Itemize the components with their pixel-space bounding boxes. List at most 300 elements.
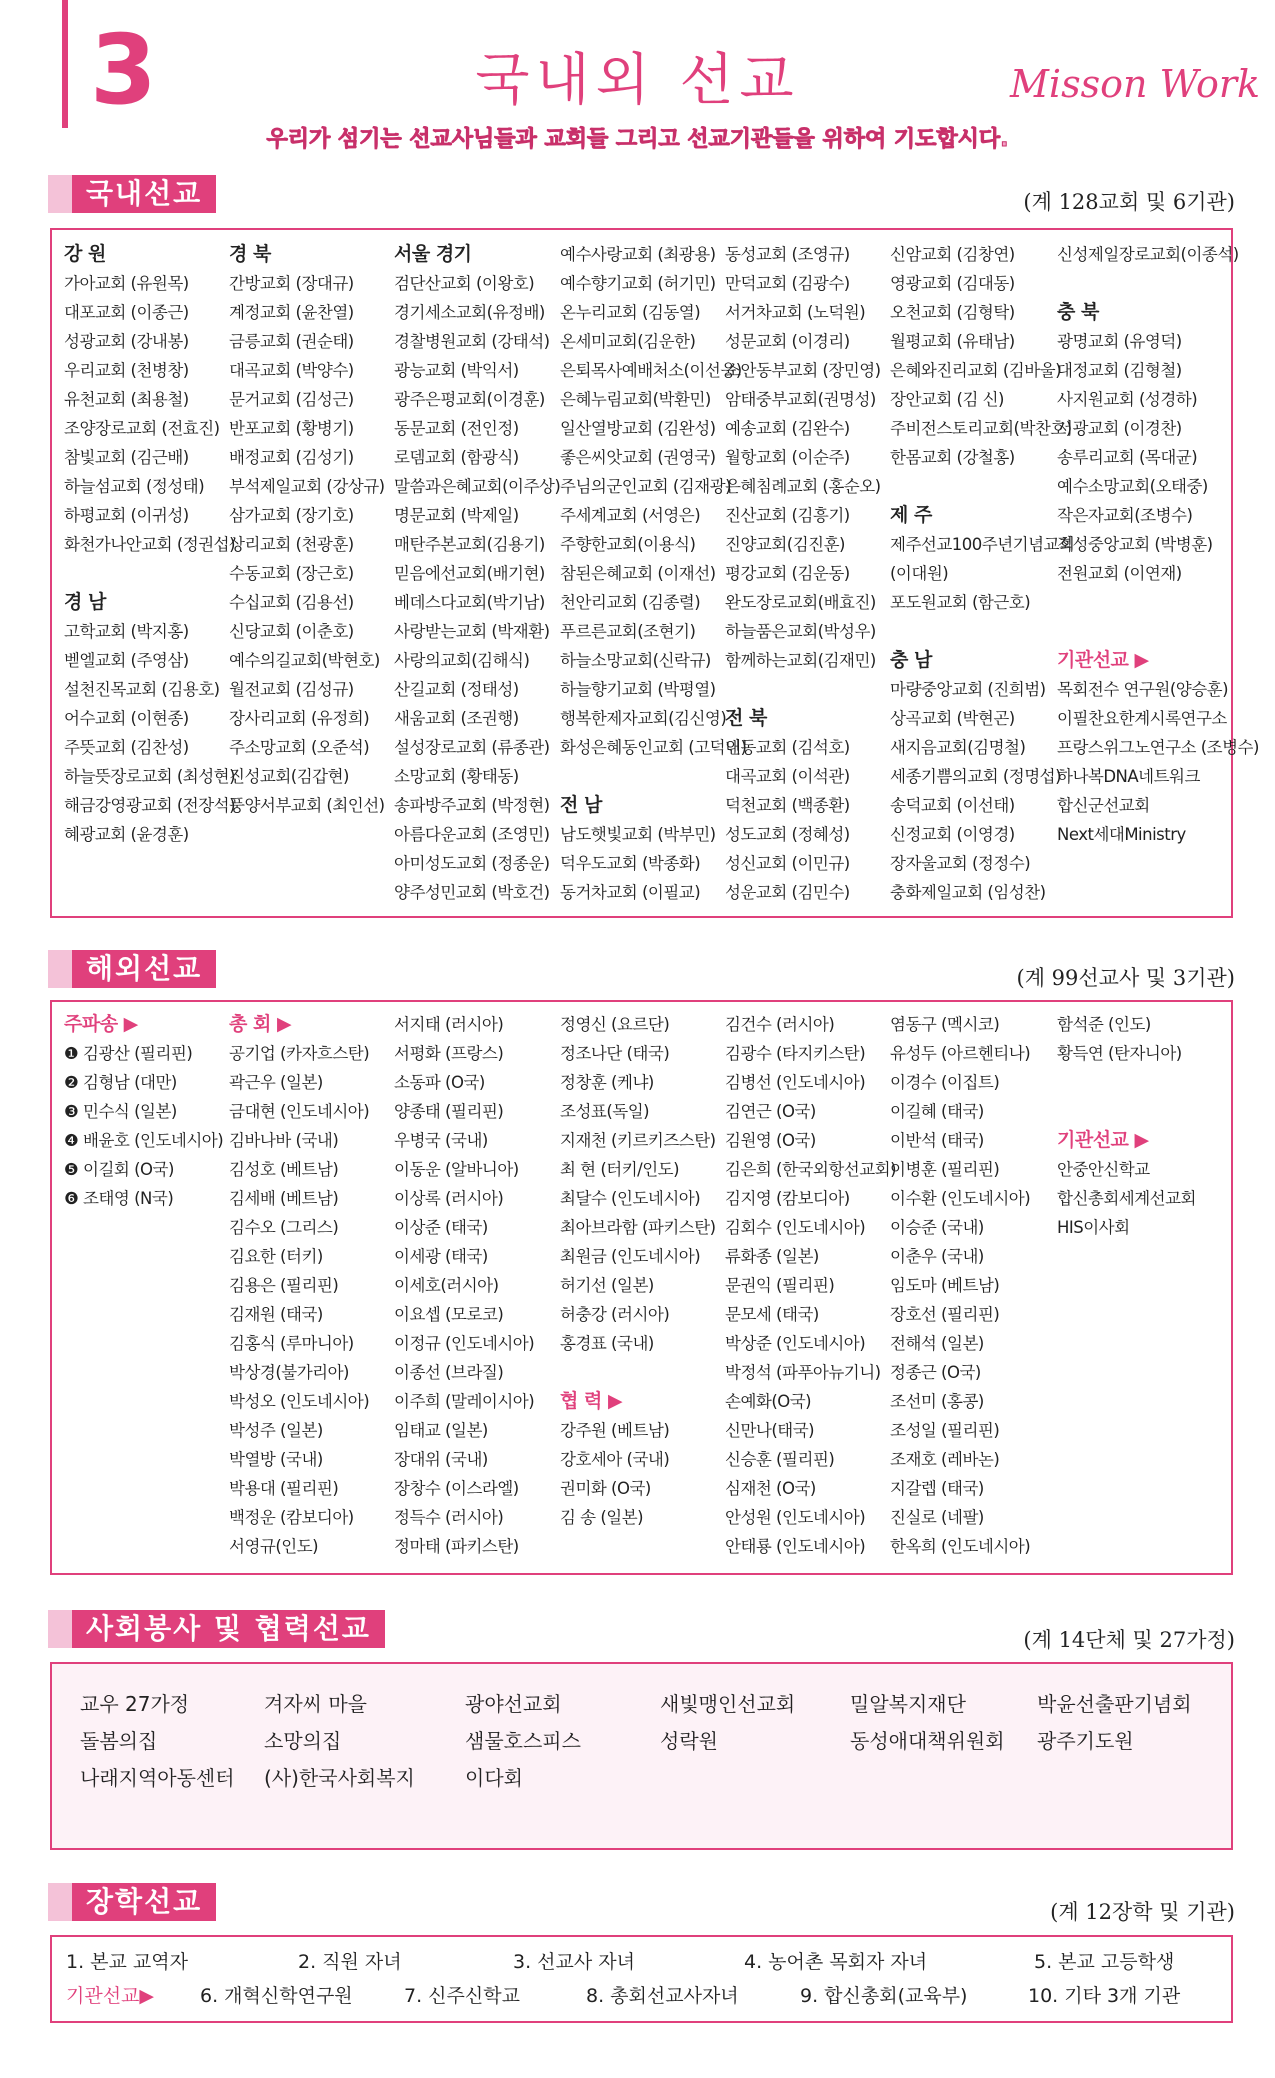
list-item: 신정교회 (이영경) [890,825,1015,844]
list-item: 동문교회 (전인정) [394,419,519,438]
list-item: 서영규(인도) [229,1537,319,1556]
list-item: 염동구 (멕시코) [890,1015,1000,1034]
spacer [890,617,1074,646]
list-item: 이종선 (브라질) [394,1363,504,1382]
scholarship-item: 1. 본교 교역자 [66,1951,188,1973]
list-item: 대포교회 (이종근) [64,303,189,322]
list-item: 지갈렙 (태국) [890,1479,984,1498]
overseas-column [1057,1010,1196,1242]
section-accent-bar [48,1883,72,1921]
list-item: 신당교회 (이춘호) [229,622,354,641]
list-item: 제주선교100주년기념교회 [890,535,1075,554]
list-item: Next세대Ministry [1057,825,1186,844]
category-heading: 주파송 ▶ [64,1013,138,1035]
list-item: ❷ 김형남 (대만) [64,1073,177,1092]
list-item: 성도교회 (정혜성) [725,825,850,844]
social-item: 이다회 [465,1766,523,1790]
list-item: 김요한 (터키) [229,1247,323,1266]
list-item: 광주은평교회(이경훈) [394,390,545,409]
scholarship-title: 장학선교 [72,1883,216,1921]
list-item: 김지영 (캄보디아) [725,1189,850,1208]
list-item: 광명교회 (유영덕) [1057,332,1182,351]
list-item: 홍경표 (국내) [560,1334,654,1353]
section-accent-bar [48,1610,72,1648]
list-item: 강주원 (베트남) [560,1421,670,1440]
list-item: 신승훈 (필리핀) [725,1450,835,1469]
list-item: 산길교회 (정태성) [394,680,519,699]
list-item: 온세미교회(김운한) [560,332,696,351]
list-item: 황득연 (탄자니아) [1057,1044,1182,1063]
list-item: 이동운 (알바니아) [394,1160,519,1179]
list-item: 예수향기교회 (허기민) [560,274,716,293]
list-item: 주세계교회 (서영은) [560,506,701,525]
list-item: 백정운 (캄보디아) [229,1508,354,1527]
list-item: 한몸교회 (강철홍) [890,448,1015,467]
list-item: 하늘향기교회 (박평열) [560,680,716,699]
list-item: 정조나단 (태국) [560,1044,670,1063]
list-item: 대곡교회 (이석관) [725,767,850,786]
spacer [1057,269,1259,298]
scholarship-item: 2. 직원 자녀 [298,1951,402,1973]
social-item: 겨자씨 마을 [264,1692,367,1716]
list-item: 금릉교회 (권순태) [229,332,354,351]
list-item: 우병국 (국내) [394,1131,488,1150]
spacer [64,559,235,588]
region-heading: 전 남 [560,794,602,816]
list-item: 경기세소교회(유정배) [394,303,545,322]
list-item: 목회전수 연구원(양승훈) [1057,680,1229,699]
list-item: 이필찬요한계시록연구소 [1057,709,1227,728]
list-item: 함석준 (인도) [1057,1015,1151,1034]
list-item: 이세호(러시아) [394,1276,499,1295]
list-item: 정마태 (파키스탄) [394,1537,519,1556]
spacer [1057,1097,1196,1126]
category-heading: 기관선교 ▶ [1057,1129,1149,1151]
list-item: 안성원 (인도네시아) [725,1508,866,1527]
list-item: 월전교회 (김성규) [229,680,354,699]
list-item: 남도햇빛교회 (박부민) [560,825,716,844]
list-item: 이반석 (태국) [890,1131,984,1150]
list-item: 하늘소망교회(신락규) [560,651,711,670]
list-item: 수십교회 (김용선) [229,593,354,612]
region-heading: 제 주 [890,504,932,526]
scholarship-item: 6. 개혁신학연구원 [200,1985,353,2007]
region-heading: 서울 경기 [394,243,472,265]
list-item: 하평교회 (이귀성) [64,506,189,525]
list-item: 이상록 (러시아) [394,1189,504,1208]
list-item: 행복한제자교회(김신영) [560,709,727,728]
list-item: 덕천교회 (백종환) [725,796,850,815]
list-item: 명문교회 (박제일) [394,506,519,525]
scholarship-item: 4. 농어촌 목회자 자녀 [744,1951,928,1973]
list-item: 소망교회 (황태동) [394,767,519,786]
list-item: 작은자교회(조병수) [1057,506,1193,525]
domestic-column [890,240,1074,907]
list-item: 장창수 (이스라엘) [394,1479,519,1498]
social-item: 동성애대책위원회 [850,1729,1005,1753]
list-item: 조선미 (홍콩) [890,1392,984,1411]
list-item: 충화제일교회 (임성찬) [890,883,1046,902]
list-item: 상리교회 (천광훈) [229,535,354,554]
list-item: 진산교회 (김흥기) [725,506,850,525]
list-item: 소동파 (O국) [394,1073,485,1092]
list-item: 성신교회 (이민규) [725,854,850,873]
list-item: 예송교회 (김완수) [725,419,850,438]
region-heading: 충 북 [1057,301,1099,323]
scholarship-item: 3. 선교사 자녀 [513,1951,635,1973]
list-item: 사랑받는교회 (박재환) [394,622,550,641]
list-item: 장자울교회 (정정수) [890,854,1031,873]
list-item: 정득수 (러시아) [394,1508,504,1527]
list-item: 은혜침례교회 (홍순오) [725,477,881,496]
list-item: 문권익 (필리핀) [725,1276,835,1295]
list-item: 유천교회 (최용철) [64,390,189,409]
list-item: (이대원) [890,564,949,583]
list-item: 합신군선교회 [1057,796,1150,815]
list-item: 심재천 (O국) [725,1479,816,1498]
spacer [1057,617,1259,646]
list-item: 합신총회세계선교회 [1057,1189,1196,1208]
list-item: 강호세아 (국내) [560,1450,670,1469]
overseas-list-box [50,1000,1233,1575]
spacer [890,472,1074,501]
list-item: 하나복DNA네트워크 [1057,767,1200,786]
list-item: 최달수 (인도네시아) [560,1189,701,1208]
list-item: 대정교회 (김형철) [1057,361,1182,380]
page-subtitle: 우리가 섬기는 선교사님들과 교회들 그리고 선교기관들을 위하여 기도합시다. [266,127,1009,152]
list-item: 신암교회 (김창연) [890,245,1015,264]
spacer [1057,1068,1196,1097]
list-item: 김재원 (태국) [229,1305,323,1324]
list-item: 이수환 (인도네시아) [890,1189,1031,1208]
list-item: 김광수 (타지키스탄) [725,1044,866,1063]
list-item: 해금강영광교회 (전장석) [64,796,236,815]
list-item: 이정규 (인도네시아) [394,1334,535,1353]
list-item: 서거차교회 (노덕원) [725,303,866,322]
section-accent-bar [48,950,72,988]
list-item: 김병선 (인도네시아) [725,1073,866,1092]
list-item: 이춘우 (국내) [890,1247,984,1266]
social-count: (계 14단체 및 27가정) [1023,1628,1235,1652]
list-item: 월평교회 (유태남) [890,332,1015,351]
list-item: 아름다운교회 (조영민) [394,825,550,844]
list-item: 예수사랑교회 (최광용) [560,245,716,264]
list-item: 계정교회 (윤찬열) [229,303,354,322]
list-item: 김용은 (필리핀) [229,1276,339,1295]
list-item: 김 송 (일본) [560,1508,644,1527]
list-item: 주향한교회(이용식) [560,535,696,554]
list-item: 수동교회 (장근호) [229,564,354,583]
list-item: 암태중부교회(권명성) [725,390,876,409]
list-item: 이세광 (태국) [394,1247,488,1266]
category-heading: 기관선교 ▶ [1057,649,1149,671]
list-item: 베데스다교회(박기남) [394,593,545,612]
list-item: 이길혜 (태국) [890,1102,984,1121]
overseas-column [725,1010,896,1561]
list-item: 서광교회 (이경찬) [1057,419,1182,438]
list-item: ❸ 민수식 (일본) [64,1102,177,1121]
list-item: 송파방주교회 (박정현) [394,796,550,815]
list-item: 공기업 (카자흐스탄) [229,1044,370,1063]
scholarship-item: 9. 합신총회(교육부) [800,1985,968,2007]
list-item: 온누리교회 (김동열) [560,303,701,322]
list-item: 한옥희 (인도네시아) [890,1537,1031,1556]
region-heading: 경 북 [229,243,271,265]
social-item: 나래지역아동센터 [80,1766,235,1790]
list-item: 서평화 (프랑스) [394,1044,504,1063]
scholarship-item: 5. 본교 고등학생 [1034,1951,1175,1973]
domestic-column [1057,240,1259,849]
list-item: 이승준 (국내) [890,1218,984,1237]
scholarship-item: 10. 기타 3개 기관 [1028,1985,1181,2007]
list-item: 매탄주본교회(김용기) [394,535,545,554]
list-item: 금대현 (인도네시아) [229,1102,370,1121]
scholarship-list-box [50,1935,1233,2023]
list-item: 반포교회 (황병기) [229,419,354,438]
list-item: ❶ 김광산 (필리핀) [64,1044,193,1063]
list-item: 푸르른교회(조현기) [560,622,696,641]
list-item: 최 현 (터키/인도) [560,1160,680,1179]
list-item: 전해석 (일본) [890,1334,984,1353]
list-item: 평강교회 (김운동) [725,564,850,583]
list-item: 검단산교회 (이왕호) [394,274,535,293]
list-item: 최원금 (인도네시아) [560,1247,701,1266]
overseas-column [229,1010,369,1561]
list-item: 김연근 (O국) [725,1102,816,1121]
overseas-column [890,1010,1030,1561]
list-item: 이주희 (말레이시아) [394,1392,535,1411]
list-item: 부석제일교회 (강상규) [229,477,385,496]
social-item: 성락원 [660,1729,718,1753]
list-item: 김회수 (인도네시아) [725,1218,866,1237]
list-item: 진성교회(김갑현) [229,767,349,786]
list-item: 포도원교회 (함근호) [890,593,1031,612]
list-item: 송덕교회 (이선태) [890,796,1015,815]
list-item: 은퇴목사예배처소(이선웅) [560,361,742,380]
list-item: 주비전스토리교회(박찬호) [890,419,1072,438]
section-accent-bar [48,175,72,213]
social-title: 사회봉사 및 협력선교 [72,1610,385,1648]
region-heading: 경 남 [64,591,106,613]
list-item: 하늘섬교회 (정성태) [64,477,205,496]
list-item: ❻ 조태영 (N국) [64,1189,174,1208]
list-item: 임태교 (일본) [394,1421,488,1440]
domestic-title: 국내선교 [72,175,216,213]
list-item: 고학교회 (박지홍) [64,622,189,641]
list-item: 세종기쁨의교회 (정명섭) [890,767,1062,786]
list-item: 만덕교회 (김광수) [725,274,850,293]
category-heading: 총 회 ▶ [229,1013,292,1035]
list-item: 참된은혜교회 (이재선) [560,564,716,583]
list-item: 이경수 (이집트) [890,1073,1000,1092]
list-item: 장호선 (필리핀) [890,1305,1000,1324]
list-item: 동거차교회 (이필교) [560,883,701,902]
domestic-count: (계 128교회 및 6기관) [1023,190,1235,214]
list-item: 이요셉 (모로코) [394,1305,504,1324]
list-item: 박성주 (일본) [229,1421,323,1440]
list-item: 우리교회 (천병창) [64,361,189,380]
list-item: 허기선 (일본) [560,1276,654,1295]
list-item: 가아교회 (유원목) [64,274,189,293]
list-item: 신성제일장로교회(이종석) [1057,245,1239,264]
list-item: 광능교회 (박익서) [394,361,519,380]
scholarship-count: (계 12장학 및 기관) [1050,1900,1235,1924]
list-item: 은혜누림교회(박환민) [560,390,711,409]
list-item: 동성교회 (조영규) [725,245,850,264]
list-item: 사랑의교회(김해식) [394,651,530,670]
social-item: 교우 27가정 [80,1692,190,1716]
list-item: 하늘뜻장로교회 (최성현) [64,767,236,786]
list-item: 오천교회 (김형탁) [890,303,1015,322]
spacer [725,675,881,704]
list-item: 김수오 (그리스) [229,1218,339,1237]
list-item: 어수교회 (이현종) [64,709,189,728]
list-item: 혜광교회 (윤경훈) [64,825,189,844]
list-item: 벧엘교회 (주영삼) [64,651,189,670]
spacer [560,1358,716,1387]
list-item: 하늘품은교회(박성우) [725,622,876,641]
list-item: 박상경(불가리아) [229,1363,349,1382]
list-item: 장안교회 (김 신) [890,390,1004,409]
list-item: 장사리교회 (유정희) [229,709,370,728]
list-item: 양주성민교회 (박호건) [394,883,550,902]
spacer [1057,588,1259,617]
list-item: 안태룡 (인도네시아) [725,1537,866,1556]
list-item: 은혜와진리교회 (김바울) [890,361,1062,380]
list-item: 서지태 (러시아) [394,1015,504,1034]
list-item: 적성중앙교회 (박병훈) [1057,535,1213,554]
list-item: 조성표(독일) [560,1102,650,1121]
list-item: 박열방 (국내) [229,1450,323,1469]
list-item: 소안동부교회 (장민영) [725,361,881,380]
list-item: 김은희 (한국외항선교회) [725,1160,897,1179]
overseas-column [64,1010,223,1213]
list-item: 경찰병원교회 (강태석) [394,332,550,351]
list-item: 김세배 (베트남) [229,1189,339,1208]
list-item: 풍양서부교회 (최인선) [229,796,385,815]
list-item: 설천진목교회 (김용호) [64,680,220,699]
spacer [560,762,746,791]
overseas-column [394,1010,534,1561]
social-item: 샘물호스피스 [465,1729,581,1753]
list-item: 배정교회 (김성기) [229,448,354,467]
category-heading: 협 력 ▶ [560,1390,623,1412]
domestic-column [229,240,385,820]
list-item: ❹ 배윤호 (인도네시아) [64,1131,224,1150]
list-item: 성운교회 (김민수) [725,883,850,902]
list-item: 이상준 (태국) [394,1218,488,1237]
list-item: 진양교회(김진훈) [725,535,845,554]
list-item: 화성은혜동인교회 (고덕인) [560,738,747,757]
region-heading: 강 원 [64,243,106,265]
list-item: 내동교회 (김석호) [725,738,850,757]
list-item: 신만나(태국) [725,1421,815,1440]
list-item: 예수소망교회(오태중) [1057,477,1208,496]
list-item: 마량중앙교회 (진희범) [890,680,1046,699]
list-item: 김건수 (러시아) [725,1015,835,1034]
social-item: 박윤선출판기념회 [1037,1692,1192,1716]
list-item: 화천가나안교회 (정권섭) [64,535,236,554]
social-item: 새빛맹인선교회 [660,1692,796,1716]
list-item: 아미성도교회 (정종운) [394,854,550,873]
list-item: 송루리교회 (목대균) [1057,448,1198,467]
list-item: 문모세 (태국) [725,1305,819,1324]
list-item: 믿음에선교회(배기현) [394,564,545,583]
list-item: 김바나바 (국내) [229,1131,339,1150]
list-item: 박상준 (인도네시아) [725,1334,866,1353]
domestic-column [64,240,235,849]
page-title: 국내외 선교 [475,48,800,113]
list-item: 정창훈 (케냐) [560,1073,654,1092]
social-item: (사)한국사회복지 [264,1766,415,1790]
list-item: 참빛교회 (김근배) [64,448,189,467]
list-item: 김성호 (베트남) [229,1160,339,1179]
list-item: 삼가교회 (장기호) [229,506,354,525]
social-item: 돌봄의집 [80,1729,158,1753]
social-item: 소망의집 [264,1729,342,1753]
list-item: 주소망교회 (오준석) [229,738,370,757]
list-item: 새지음교회(김명철) [890,738,1026,757]
domestic-column [394,240,560,907]
scholarship-institution-label: 기관선교▶ [66,1985,155,2007]
list-item: 김홍식 (루마니아) [229,1334,354,1353]
list-item: 간방교회 (장대규) [229,274,354,293]
social-list-box [50,1662,1233,1850]
scholarship-item: 8. 총회선교사자녀 [586,1985,739,2007]
list-item: 문거교회 (김성근) [229,390,354,409]
list-item: 조재호 (레바논) [890,1450,1000,1469]
list-item: 정종근 (O국) [890,1363,981,1382]
overseas-count: (계 99선교사 및 3기관) [1016,966,1235,990]
list-item: 곽근우 (일본) [229,1073,323,1092]
list-item: 일산열방교회 (김완성) [560,419,716,438]
list-item: 조양장로교회 (전효진) [64,419,220,438]
list-item: ❺ 이길회 (O국) [64,1160,174,1179]
list-item: 김원영 (O국) [725,1131,816,1150]
list-item: 완도장로교회(배효진) [725,593,876,612]
list-item: 장대위 (국내) [394,1450,488,1469]
english-title: Misson Work [1010,62,1261,106]
list-item: 로뎀교회 (함광식) [394,448,519,467]
social-item: 밀알복지재단 [850,1692,966,1716]
list-item: 설성장로교회 (류종관) [394,738,550,757]
list-item: 정영신 (요르단) [560,1015,670,1034]
list-item: 조성일 (필리핀) [890,1421,1000,1440]
list-item: HIS이사회 [1057,1218,1130,1237]
list-item: 권미화 (O국) [560,1479,651,1498]
list-item: 박용대 (필리핀) [229,1479,339,1498]
list-item: 안중안신학교 [1057,1160,1150,1179]
list-item: 함께하는교회(김재민) [725,651,876,670]
social-item: 광주기도원 [1037,1729,1134,1753]
list-item: 새움교회 (조권행) [394,709,519,728]
list-item: 예수의길교회(박현호) [229,651,380,670]
chapter-number: 3 [90,14,157,126]
social-item: 광야선교회 [465,1692,562,1716]
list-item: 박정석 (파푸아뉴기니) [725,1363,881,1382]
list-item: 허충강 (러시아) [560,1305,670,1324]
list-item: 성문교회 (이경리) [725,332,850,351]
list-item: 덕우도교회 (박종화) [560,854,701,873]
list-item: 최아브라함 (파키스탄) [560,1218,716,1237]
region-heading: 전 북 [725,707,767,729]
list-item: 박성오 (인도네시아) [229,1392,370,1411]
domestic-column [560,240,746,907]
list-item: 주님의군인교회 (김재광) [560,477,732,496]
list-item: 말씀과은혜교회(이주상) [394,477,561,496]
list-item: 양종태 (필리핀) [394,1102,504,1121]
list-item: 천안리교회 (김종렬) [560,593,701,612]
